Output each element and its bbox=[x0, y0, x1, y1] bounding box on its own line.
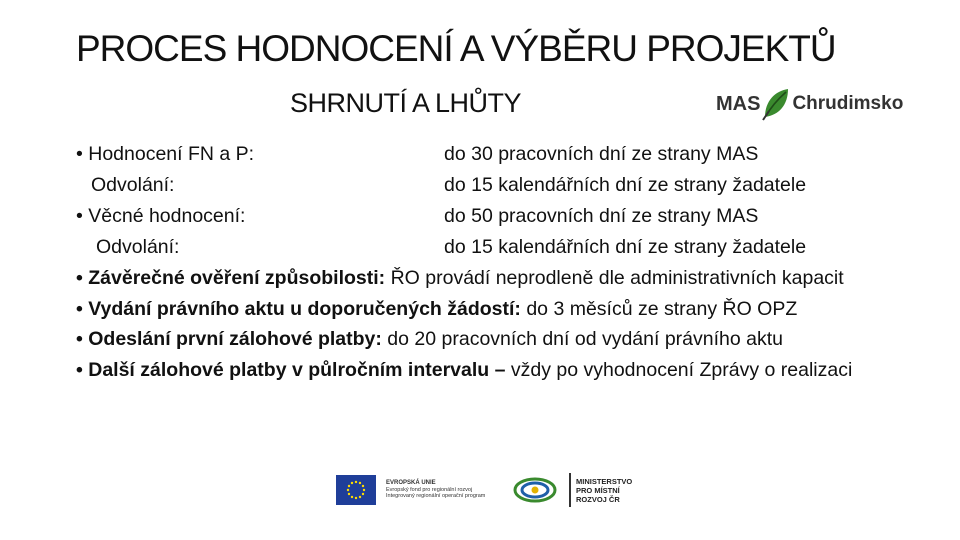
bullet-text: do 20 pracovních dní od vydání právního aktu bbox=[381, 328, 783, 350]
mmr-logo bbox=[569, 473, 632, 507]
logo-mas-text: MAS bbox=[716, 92, 761, 115]
eu-program: Integrovaný regionální operační program bbox=[386, 493, 486, 500]
bullet-paragraph bbox=[76, 268, 896, 290]
bullet-heading: • Závěrečné ověření způsobilosti: bbox=[76, 267, 386, 289]
irop-logo-icon bbox=[511, 475, 559, 505]
bullet-text: ŘO provádí neprodleně dle administrativních kapacit bbox=[385, 267, 844, 289]
eu-title: EVROPSKÁ UNIE bbox=[386, 480, 436, 487]
mmr-line: MINISTERSTVO bbox=[576, 476, 633, 486]
deadline-row bbox=[76, 175, 896, 206]
row-label: Odvolání: bbox=[91, 174, 175, 196]
row-label: • Věcné hodnocení: bbox=[76, 205, 246, 227]
bullet-paragraph bbox=[76, 299, 896, 321]
bullet-heading: • Další zálohové platby v půlročním intervalu – bbox=[76, 358, 506, 381]
row-value: do 15 kalendářních dní ze strany žadatele bbox=[444, 236, 807, 258]
mmr-divider bbox=[569, 473, 571, 507]
mmr-line: ROZVOJ ČR bbox=[576, 494, 620, 504]
bullet-paragraph bbox=[76, 329, 896, 351]
bullet-text: vždy po vyhodnocení Zprávy o realizaci bbox=[505, 358, 853, 381]
mmr-text bbox=[576, 477, 632, 504]
deadline-row bbox=[76, 237, 896, 268]
bullet-heading: • Odeslání první zálohové platby: bbox=[76, 328, 382, 350]
bullet-heading: • Vydání právního aktu u doporučených žádostí: bbox=[76, 297, 521, 320]
bullet-paragraph bbox=[76, 360, 896, 382]
row-value: do 15 kalendářních dní ze strany žadatele bbox=[444, 174, 807, 196]
eu-fund: Evropský fond pro regionální rozvoj bbox=[386, 486, 473, 493]
funding-logos bbox=[336, 470, 632, 510]
eu-text bbox=[386, 480, 501, 500]
leaf-icon bbox=[761, 87, 791, 121]
mmr-line: PRO MÍSTNÍ bbox=[576, 485, 620, 495]
deadline-row bbox=[76, 206, 896, 237]
bullet-text: do 3 měsíců ze strany ŘO OPZ bbox=[520, 297, 798, 320]
row-label: • Hodnocení FN a P: bbox=[76, 143, 255, 165]
page-subtitle: SHRNUTÍ A LHŮTY bbox=[290, 88, 522, 118]
page-title: PROCES HODNOCENÍ A VÝBĚRU PROJEKTŮ bbox=[76, 28, 836, 69]
logo-place-text: Chrudimsko bbox=[792, 93, 904, 114]
eu-flag-icon bbox=[336, 475, 376, 505]
deadline-row bbox=[76, 144, 896, 175]
row-label: Odvolání: bbox=[96, 236, 180, 258]
mas-logo bbox=[716, 86, 903, 122]
row-value: do 50 pracovních dní ze strany MAS bbox=[444, 205, 759, 227]
row-value: do 30 pracovních dní ze strany MAS bbox=[444, 143, 759, 165]
content bbox=[76, 144, 896, 390]
